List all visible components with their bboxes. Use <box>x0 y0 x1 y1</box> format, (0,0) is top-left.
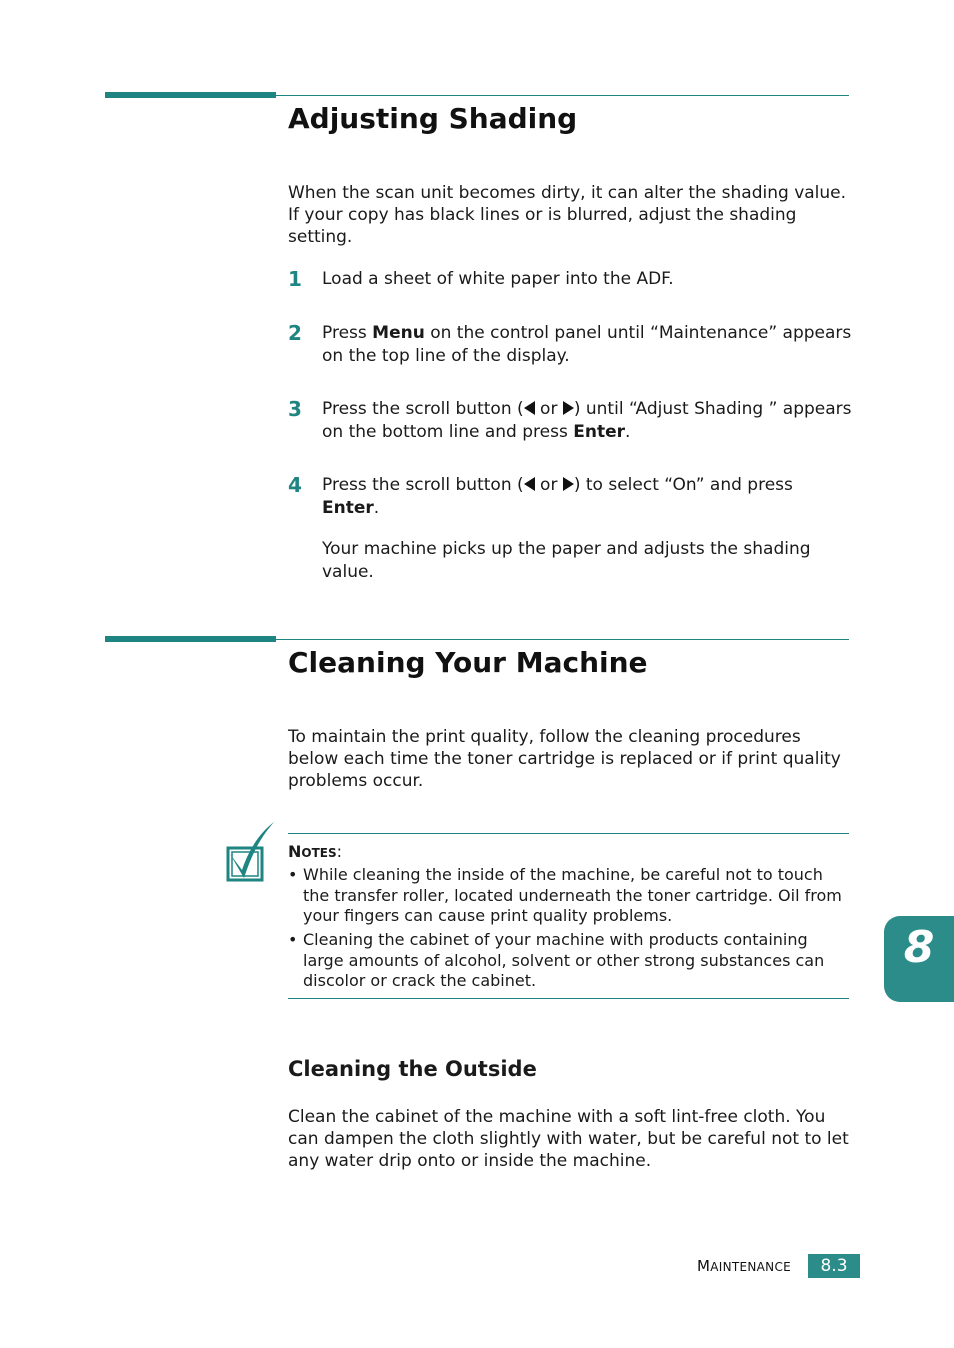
step-text: Press Menu on the control panel until “Maintenance” appears on the top line of the display. <box>322 323 852 366</box>
section-intro: When the scan unit becomes dirty, it can alter the shading value. If your copy has black lines or is blurred, adjust the shading setting. <box>288 183 847 247</box>
subsection-title: Cleaning the Outside <box>288 1057 537 1081</box>
notes-box: NOTES: • While cleaning the inside of the machine, be careful not to touch the transfer roller, located underneath the toner cartridge. Oil from your fingers can cause print quality problems. • Cleaning the cabinet of your machine with products containing large amounts of alcohol, solvent or other strong substances can discolor or crack the cabinet. <box>288 833 849 999</box>
left-triangle-icon <box>524 401 535 415</box>
subsection-text: Clean the cabinet of the machine with a soft lint-free cloth. You can dampen the cloth slightly with water, but be careful not to let any water drip onto or inside the machine. <box>288 1107 849 1171</box>
section-rule-thick <box>105 92 276 98</box>
bullet: • <box>288 865 298 884</box>
step-number: 2 <box>288 321 302 345</box>
left-triangle-icon <box>524 477 535 491</box>
chapter-tab <box>884 916 954 1002</box>
section-rule-thin <box>276 95 849 96</box>
menu-key-label: Menu <box>372 323 425 343</box>
chapter-number: 8 <box>903 922 935 973</box>
step-number: 4 <box>288 473 302 497</box>
enter-key-label: Enter <box>322 498 374 518</box>
section-rule-thin <box>276 639 849 640</box>
step-text: Press the scroll button ( or ) to select “On” and press Enter. <box>322 475 793 518</box>
section-rule-thick <box>105 636 276 642</box>
section-intro: To maintain the print quality, follow the cleaning procedures below each time the toner cartridge is replaced or if print quality problems occur. <box>288 727 841 791</box>
right-triangle-icon <box>563 477 574 491</box>
step-number: 1 <box>288 267 302 291</box>
step-number: 3 <box>288 397 302 421</box>
section-title-adjusting-shading: Adjusting Shading <box>288 102 578 135</box>
checkmark-note-icon <box>222 820 278 884</box>
bullet: • <box>288 930 298 949</box>
notes-title: NOTES: <box>288 842 343 861</box>
step-text: Load a sheet of white paper into the ADF. <box>322 269 674 289</box>
page-number: 8.3 <box>808 1254 860 1278</box>
footer-chapter-label: MAINTENANCE <box>697 1257 792 1275</box>
step-result-text: Your machine picks up the paper and adjusts the shading value. <box>322 539 811 582</box>
section-title-cleaning-machine: Cleaning Your Machine <box>288 646 648 679</box>
step-text: Press the scroll button ( or ) until “Adjust Shading ” appears on the bottom line and press Enter. <box>322 399 852 442</box>
right-triangle-icon <box>563 401 574 415</box>
enter-key-label: Enter <box>573 422 625 442</box>
